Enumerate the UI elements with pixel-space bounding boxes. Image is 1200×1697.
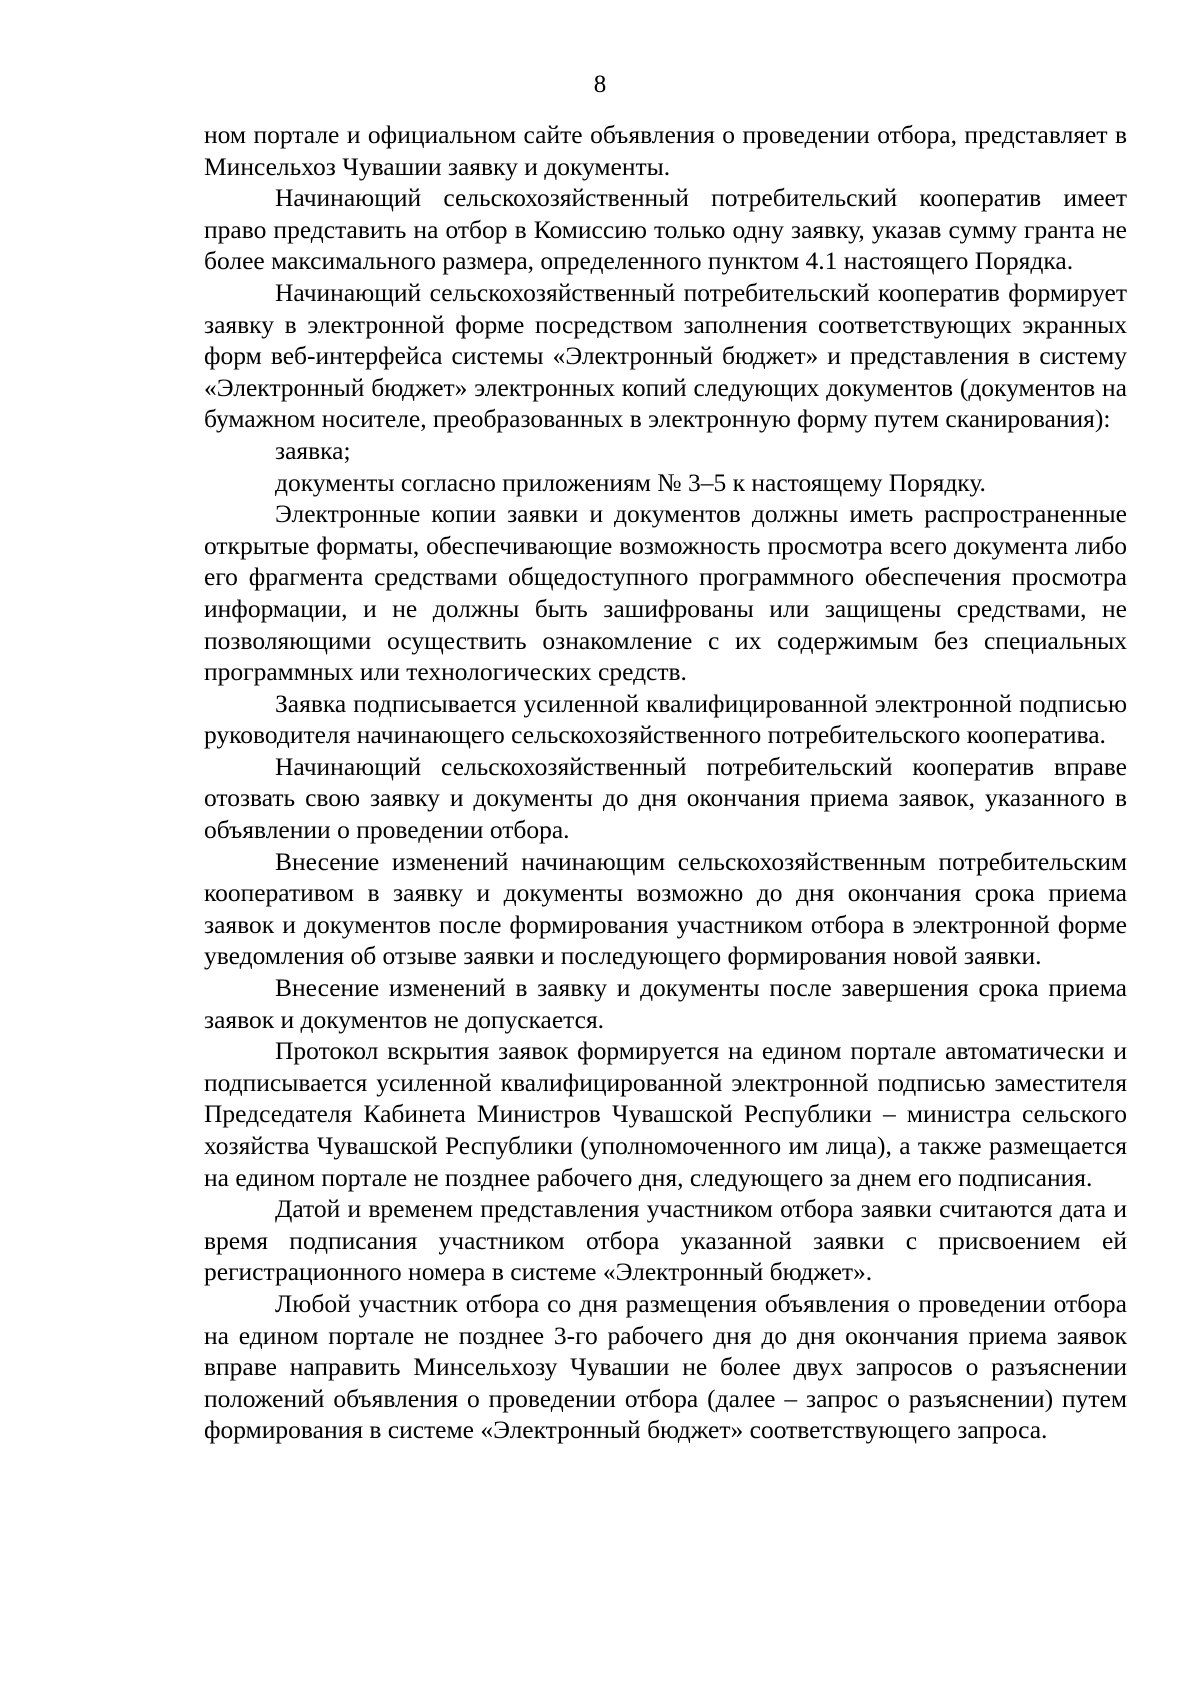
paragraph: Электронные копии заявки и документов должны иметь распространенные открытые форматы, обеспечивающие возможность просмотра всего документа либо его фрагмента средствами общедоступного программного обеспечения просмотра информации, и не должны быть зашифрованы или защищены средствами, не позволяющими осуществить ознакомление с их содержимым без специальных программных или технологических средств.	[204, 499, 1127, 687]
paragraph: Внесение изменений начинающим сельскохозяйственным потребительским кооперативом в заявку и документы возможно до дня окончания срока приема заявок и документов после формирования участником отбора в электронной форме уведомления об отзыве заявки и последующего формирования новой заявки.	[204, 846, 1127, 971]
document-body	[204, 119, 1127, 1446]
paragraph: Начинающий сельскохозяйственный потребительский кооператив вправе отозвать свою заявку и документы до дня окончания приема заявок, указанного в объявлении о проведении отбора.	[204, 751, 1127, 845]
paragraph: Заявка подписывается усиленной квалифицированной электронной подписью руководителя начинающего сельскохозяйственного потребительского кооператива.	[204, 688, 1127, 750]
paragraph-continuation: ном портале и официальном сайте объявления о проведении отбора, представляет в Минсельхоз Чувашии заявку и документы.	[204, 120, 1127, 181]
paragraph: Начинающий сельскохозяйственный потребительский кооператив формирует заявку в электронной форме посредством заполнения соответствующих экранных форм веб-интерфейса системы «Электронный бюджет» и представления в систему «Электронный бюджет» электронных копий следующих документов (документов на бумажном носителе, преобразованных в электронную форму путем сканирования):	[204, 277, 1127, 434]
paragraph: Внесение изменений в заявку и документы после завершения срока приема заявок и документов не допускается.	[204, 973, 1127, 1034]
paragraph: Начинающий сельскохозяйственный потребительский кооператив имеет право представить на отбор в Комиссию только одну заявку, указав сумму гранта не более максимального размера, определенного пунктом 4.1 настоящего Порядка.	[204, 183, 1127, 276]
list-item: заявка;	[275, 435, 351, 465]
list-item: документы согласно приложениям № 3–5 к настоящему Порядку.	[275, 467, 986, 497]
paragraph: Датой и временем представления участником отбора заявки считаются дата и время подписания участником отбора указанной заявки с присвоением ей регистрационного номера в системе «Электронный бюджет».	[204, 1194, 1127, 1287]
paragraph: Любой участник отбора со дня размещения объявления о проведении отбора на едином портале не позднее 3-го рабочего дня до дня окончания приема заявок вправе направить Минсельхозу Чувашии не более двух запросов о разъяснении положений объявления о проведении отбора (далее – запрос о разъяснении) путем формирования в системе «Электронный бюджет» соответствующего запроса.	[204, 1288, 1127, 1445]
paragraph: Протокол вскрытия заявок формируется на едином портале автоматически и подписывается усиленной квалифицированной электронной подписью заместителя Председателя Кабинета Министров Чувашской Республики – министра сельского хозяйства Чувашской Республики (уполномоченного им лица), а также размещается на едином портале не позднее рабочего дня, следующего за днем его подписания.	[204, 1036, 1127, 1192]
page-number: 8	[593, 71, 607, 98]
